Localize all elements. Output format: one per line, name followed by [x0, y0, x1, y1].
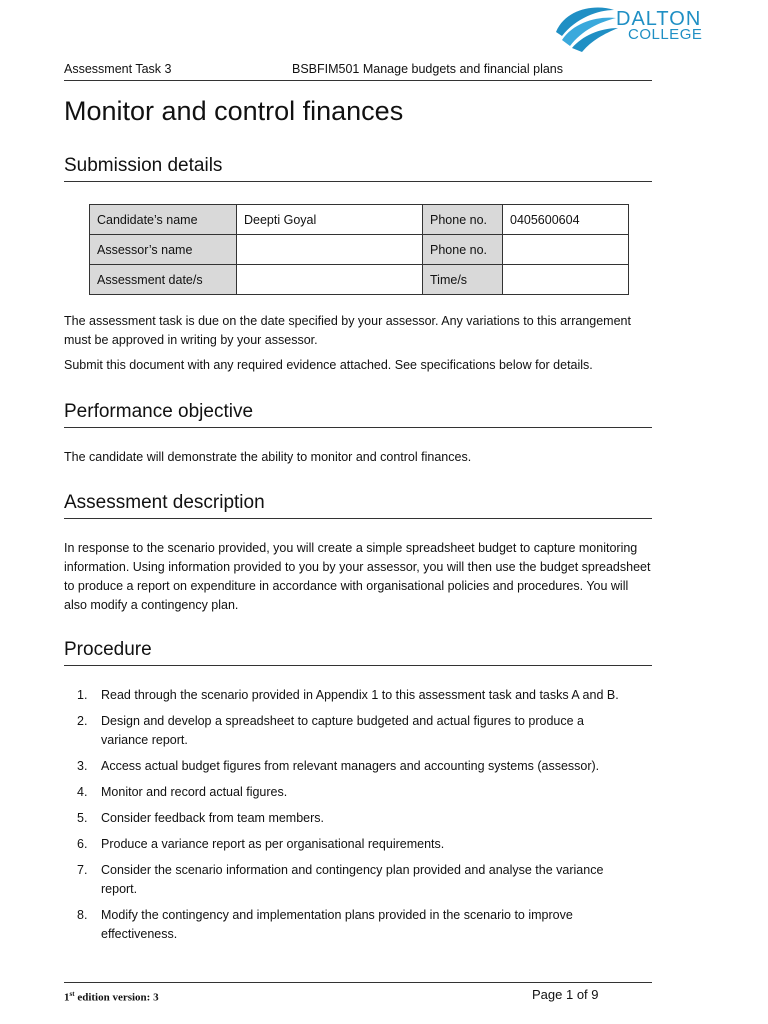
list-text: Monitor and record actual figures. — [101, 785, 288, 799]
edition-version — [64, 990, 159, 1004]
label-cell: Phone no. — [423, 205, 503, 235]
value-cell — [237, 265, 423, 295]
heading-submission: Submission details — [64, 155, 652, 182]
submission-paragraph-2: Submit this document with any required evidence attached. See specifications below for details. — [64, 358, 593, 372]
list-item — [64, 686, 624, 705]
list-item — [64, 835, 624, 854]
list-text: Read through the scenario provided in Appendix 1 to this assessment task and tasks A and B. — [101, 688, 619, 702]
list-item — [64, 861, 624, 899]
value-cell: 0405600604 — [503, 205, 629, 235]
list-number: 7. — [77, 863, 88, 877]
label-cell: Phone no. — [423, 235, 503, 265]
list-text: Access actual budget figures from relevant managers and accounting systems (assessor). — [101, 759, 600, 773]
list-item — [64, 757, 624, 776]
edition-suffix: edition version: 3 — [74, 991, 159, 1004]
header-unit: BSBFIM501 Manage budgets and financial plans — [292, 62, 564, 76]
procedure-list — [64, 686, 624, 951]
label-cell: Time/s — [423, 265, 503, 295]
value-cell — [503, 235, 629, 265]
list-number: 1. — [77, 688, 88, 702]
list-text: Consider the scenario information and contingency plan provided and analyse the variance report. — [101, 863, 604, 896]
edition-sup: st — [69, 990, 75, 998]
wave-logo-icon — [552, 2, 622, 52]
list-item — [64, 783, 624, 802]
table-row — [90, 235, 629, 265]
heading-performance-objective: Performance objective — [64, 401, 652, 428]
list-number: 4. — [77, 785, 88, 799]
list-text: Design and develop a spreadsheet to capture budgeted and actual figures to produce a variance report. — [101, 714, 584, 747]
running-header — [64, 62, 652, 81]
label-cell: Assessor’s name — [90, 235, 237, 265]
value-cell: Deepti Goyal — [237, 205, 423, 235]
value-cell — [503, 265, 629, 295]
heading-assessment-description: Assessment description — [64, 492, 652, 519]
list-item — [64, 809, 624, 828]
logo-text-dalton: DALTON — [616, 8, 702, 30]
list-number: 2. — [77, 714, 88, 728]
list-number: 5. — [77, 811, 88, 825]
objective-paragraph: The candidate will demonstrate the ability to monitor and control finances. — [64, 450, 472, 464]
college-logo — [552, 2, 718, 52]
header-task: Assessment Task 3 — [64, 62, 172, 76]
list-item — [64, 906, 624, 944]
page-number: Page 1 of 9 — [532, 987, 599, 1002]
list-item — [64, 712, 624, 750]
page-title: Monitor and control finances — [64, 96, 404, 126]
list-number: 8. — [77, 908, 88, 922]
table-row — [90, 205, 629, 235]
edition-prefix: 1 — [64, 991, 70, 1004]
description-paragraph: In response to the scenario provided, you will create a simple spreadsheet budget to capture monitoring information. Using information provided to you by your assessor, you will then use the budget spreadsheet to produce a report on expenditure in accordance with organisational policies and procedures. You will also modify a contingency plan. — [64, 541, 651, 612]
list-number: 6. — [77, 837, 88, 851]
list-text: Consider feedback from team members. — [101, 811, 325, 825]
list-number: 3. — [77, 759, 88, 773]
heading-procedure: Procedure — [64, 639, 652, 666]
label-cell: Candidate’s name — [90, 205, 237, 235]
label-cell: Assessment date/s — [90, 265, 237, 295]
submission-table — [89, 204, 629, 295]
value-cell — [237, 235, 423, 265]
logo-text-college: COLLEGE — [628, 26, 703, 43]
page-footer — [64, 982, 652, 1004]
list-text: Modify the contingency and implementation plans provided in the scenario to improve effectiveness. — [101, 908, 573, 941]
list-text: Produce a variance report as per organisational requirements. — [101, 837, 445, 851]
submission-paragraph: The assessment task is due on the date specified by your assessor. Any variations to this arrangement must be approved in writing by your assessor. — [64, 314, 631, 347]
table-row — [90, 265, 629, 295]
